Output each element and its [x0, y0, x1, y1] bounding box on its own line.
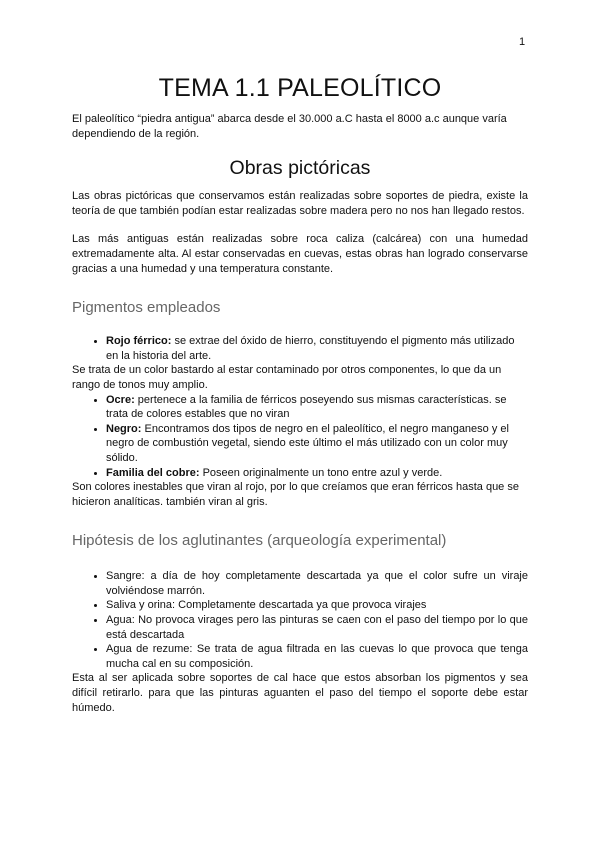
- list-item: • Ocre: pertenece a la familia de férricos poseyendo sus mismas características. se trata de colores estables que no viran: [106, 393, 528, 422]
- pigment-list: [72, 334, 528, 363]
- page-number: 1: [519, 36, 526, 48]
- section-heading-obras: Obras pictóricas: [229, 157, 371, 180]
- list-item: • Rojo férrico: se extrae del óxido de hierro, constituyendo el pigmento más utilizado en la historia del arte.: [106, 334, 528, 363]
- pigment-list: [72, 393, 528, 481]
- pigment-note-rojo: Se trata de un color bastardo al estar contaminado por otros componentes, lo que da un rango de tonos muy amplio.: [72, 364, 502, 391]
- hypotheses-list: [72, 569, 528, 671]
- hypotheses-closing: Esta al ser aplicada sobre soportes de cal hace que estos absorban los pigmentos y sea difícil retirarlo. para que las pinturas aguanten el paso del tiempo el soporte debe estar húmedo.: [72, 672, 528, 714]
- section-heading-pigmentos: Pigmentos empleados: [72, 299, 221, 317]
- list-item: • Familia del cobre: Poseen originalmente un tono entre azul y verde.: [106, 466, 528, 481]
- document-body: [72, 72, 528, 715]
- list-item: • Agua: No provoca virages pero las pinturas se caen con el paso del tiempo por lo que está descartada: [106, 613, 528, 642]
- intro-paragraph: El paleolítico “piedra antigua” abarca desde el 30.000 a.C hasta el 8000 a.c aunque varía dependiendo de la región.: [72, 113, 507, 140]
- section-heading-hipotesis: Hipótesis de los aglutinantes (arqueología experimental): [72, 532, 447, 550]
- list-item: • Sangre: a día de hoy completamente descartada ya que el color sufre un viraje volviéndose marrón.: [106, 569, 528, 598]
- list-item: • Negro: Encontramos dos tipos de negro en el paleolítico, el negro manganeso y el negro de combustión vegetal, siendo este último el más utilizado con un color muy sólido.: [106, 422, 528, 466]
- list-item: • Agua de rezume: Se trata de agua filtrada en las cuevas lo que provoca que tenga mucha cal en su composición.: [106, 642, 528, 671]
- list-item: • Saliva y orina: Completamente descartada ya que provoca virajes: [106, 598, 528, 613]
- pigment-note-cobre: Son colores inestables que viran al rojo, por lo que creíamos que eran férricos hasta que se hicieron analíticas. también viran al gris.: [72, 481, 519, 508]
- obras-paragraph-1: Las obras pictóricas que conservamos están realizadas sobre soportes de piedra, existe la teoría de que también podían estar realizadas sobre madera pero no nos han llegado restos.: [72, 190, 528, 217]
- obras-paragraph-2: Las más antiguas están realizadas sobre roca caliza (calcárea) con una humedad extremadamente alta. Al estar conservadas en cuevas, estas obras han logrado conservarse gracias a una humedad y una temperatura constante.: [72, 233, 528, 275]
- page-title: TEMA 1.1 PALEOLÍTICO: [158, 74, 442, 102]
